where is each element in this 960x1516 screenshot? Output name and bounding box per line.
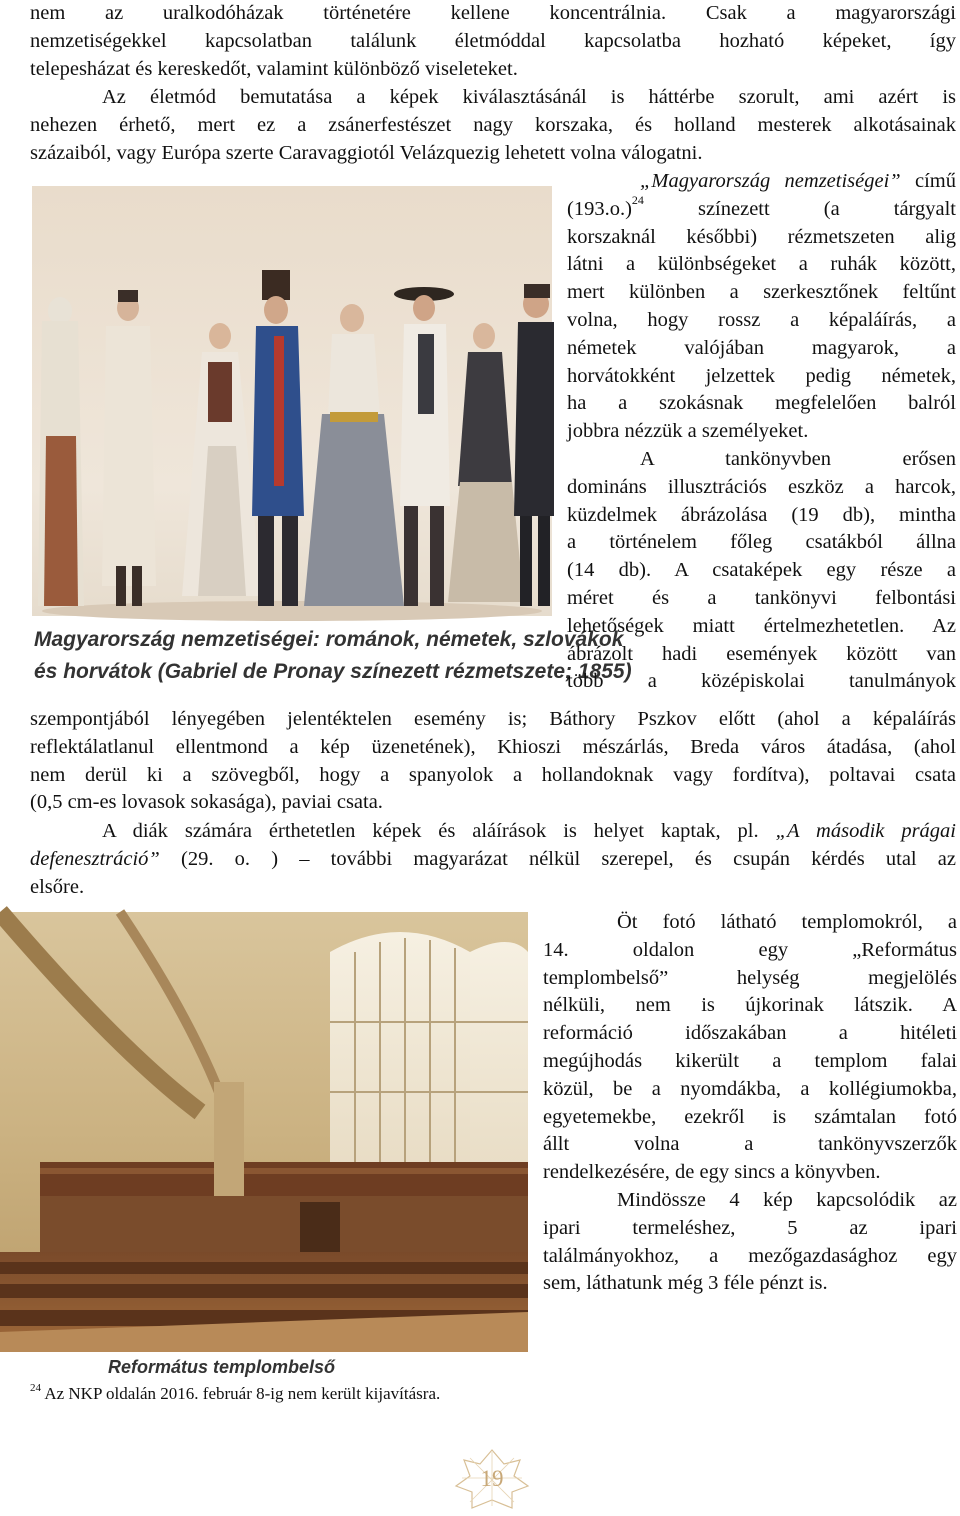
text-line: németek valójában magyarok, a — [567, 336, 956, 359]
incomprehensible-images-paragraph — [30, 818, 956, 901]
text-line: ipari termeléshez, 5 az ipari — [543, 1216, 957, 1239]
text-line: küzdelmek ábrázolása (19 db), mintha — [567, 503, 956, 526]
text-line: Öt fotó látható templomokról, a — [617, 911, 957, 933]
text-fragment: című — [915, 170, 956, 192]
text-line: elsőre. — [30, 875, 85, 898]
text-line: százaiból, vagy Európa szerte Caravaggiotól Velázquezig lehetett volna válogatni. — [30, 141, 703, 164]
text-fragment: A diák számára érthetetlen képek és aláírások is helyet kaptak, pl. — [102, 820, 759, 842]
text-line: nehezen érhető, mert ez a zsánerfestészet nagy korszaka, és holland mesterek alkotásainak — [30, 113, 956, 136]
battles-paragraph-continuation — [30, 706, 956, 817]
text-line: mert különben a szerkesztőnek feltűnt — [567, 281, 956, 304]
text-line: közül, be a nyomdákba, a kollégiumokba, — [543, 1077, 957, 1100]
nationalities-engraving-image — [32, 186, 552, 690]
text-line: horvátokként jelzettek pedig németek, — [567, 364, 956, 387]
text-line: megújhodás kikerült a templom falai — [543, 1049, 957, 1072]
text-line: Mindössze 4 kép kapcsolódik az — [617, 1188, 957, 1211]
text-line — [567, 168, 956, 196]
text-line: állt volna a tankönyvszerzők — [543, 1133, 957, 1156]
church-interior-image — [0, 912, 528, 1352]
text-line: korszaknál későbbi) rézmetszeten alig — [567, 225, 956, 248]
intro-paragraph — [30, 0, 956, 83]
text-line: szempontjából lényegében jelentéktelen esemény is; Báthory Pszkov előtt (ahol a képaláírás — [30, 708, 956, 730]
text-line: 14. oldalon egy „Református — [543, 938, 957, 961]
text-line: volna, hogy rossz a képaláírás, a — [567, 308, 956, 331]
text-line: jobbra nézzük a személyeket. — [567, 420, 809, 443]
footnote-text: Az NKP oldalán 2016. február 8-ig nem került kijavításra. — [44, 1384, 441, 1403]
right-column-upper — [567, 168, 956, 696]
footnote — [30, 1384, 440, 1404]
text-line: találmányokhoz, a mezőgazdasághoz egy — [543, 1244, 957, 1267]
text-line: sem, láthatunk még 3 féle pénzt is. — [543, 1272, 828, 1295]
page-number: 19 — [480, 1466, 504, 1491]
footnote-number: 24 — [30, 1382, 41, 1394]
text-line — [567, 192, 956, 224]
church-interior-figure — [0, 912, 528, 1382]
text-line — [30, 818, 956, 846]
text-line: (0,5 cm-es lovasok sokasága), paviai csata. — [30, 791, 383, 814]
nationalities-figure-caption-line1: Magyarország nemzetiségei: románok, németek, szlovákok — [34, 628, 624, 651]
lifestyle-paragraph — [30, 84, 956, 167]
text-line: A tankönyvben erősen — [640, 447, 956, 470]
text-line: Az életmód bemutatása a képek kiválasztásánál is háttérbe szorult, ami azért is — [102, 86, 956, 108]
text-line: nélküli, nem is újkorinak látszik. A — [543, 994, 957, 1017]
text-line: reformáció időszakában a hitéleti — [543, 1022, 957, 1045]
text-line: méret és a tankönyvi felbontási — [567, 586, 956, 609]
page-number-badge — [452, 1446, 532, 1510]
text-line: egyetemekbe, ezekről is számtalan fotó — [543, 1105, 957, 1128]
text-line: rendelkezésére, de egy sincs a könyvben. — [543, 1161, 881, 1184]
text-line: lehetőségek miatt értelmezhetetlen. Az — [567, 614, 956, 637]
text-line: több a középiskolai tanulmányok — [567, 670, 956, 693]
text-fragment: (29. o. ) – további magyarázat nélkül szerepel, és csupán kérdés utal az — [181, 847, 957, 870]
text-line: a történelem főleg csatákból állna — [567, 531, 956, 554]
text-fragment: (193.o.) — [567, 197, 632, 220]
text-line: látni a különbségeket a ruhák között, — [567, 253, 956, 276]
title-quote: defenesztráció” — [30, 847, 160, 870]
text-line: nem az uralkodóházak történetére kellene koncentrálnia. Csak a magyarországi — [30, 2, 956, 24]
text-fragment: színezett (a tárgyalt — [697, 197, 956, 220]
title-quote: „Magyarország nemzetiségei” — [640, 170, 901, 192]
text-line: ábrázolt hadi események között van — [567, 642, 956, 665]
text-line: (14 db). A csataképek egy része a — [567, 559, 956, 582]
title-quote: „A második prágai — [775, 820, 956, 842]
text-line: templombelső” helység megjelölés — [543, 966, 957, 989]
text-line: reflektálatlanul ellentmond a kép üzenetének), Khioszi mészárlás, Breda város átadása, (ahol — [30, 735, 956, 758]
text-line: nem derül ki a szövegből, hogy a spanyolok a hollandoknak vagy fordítva), poltavai csata — [30, 763, 956, 786]
text-line — [30, 846, 956, 874]
text-line: ha a szokásnak megfelelően balról — [567, 392, 956, 415]
text-line: domináns illusztrációs eszköz a harcok, — [567, 475, 956, 498]
text-line: nemzetiségekkel kapcsolatban találunk életmóddal kapcsolatba hozható képeket, így — [30, 29, 956, 52]
text-line: telepesházat és kereskedőt, valamint különböző viseleteket. — [30, 57, 518, 80]
right-column-lower — [543, 909, 957, 1298]
nationalities-figure-caption-line2: és horvátok (Gabriel de Pronay színezett rézmetszete; 1855) — [34, 660, 632, 683]
footnote-reference[interactable]: 24 — [631, 192, 644, 207]
church-figure-caption: Református templombelső — [108, 1357, 336, 1377]
